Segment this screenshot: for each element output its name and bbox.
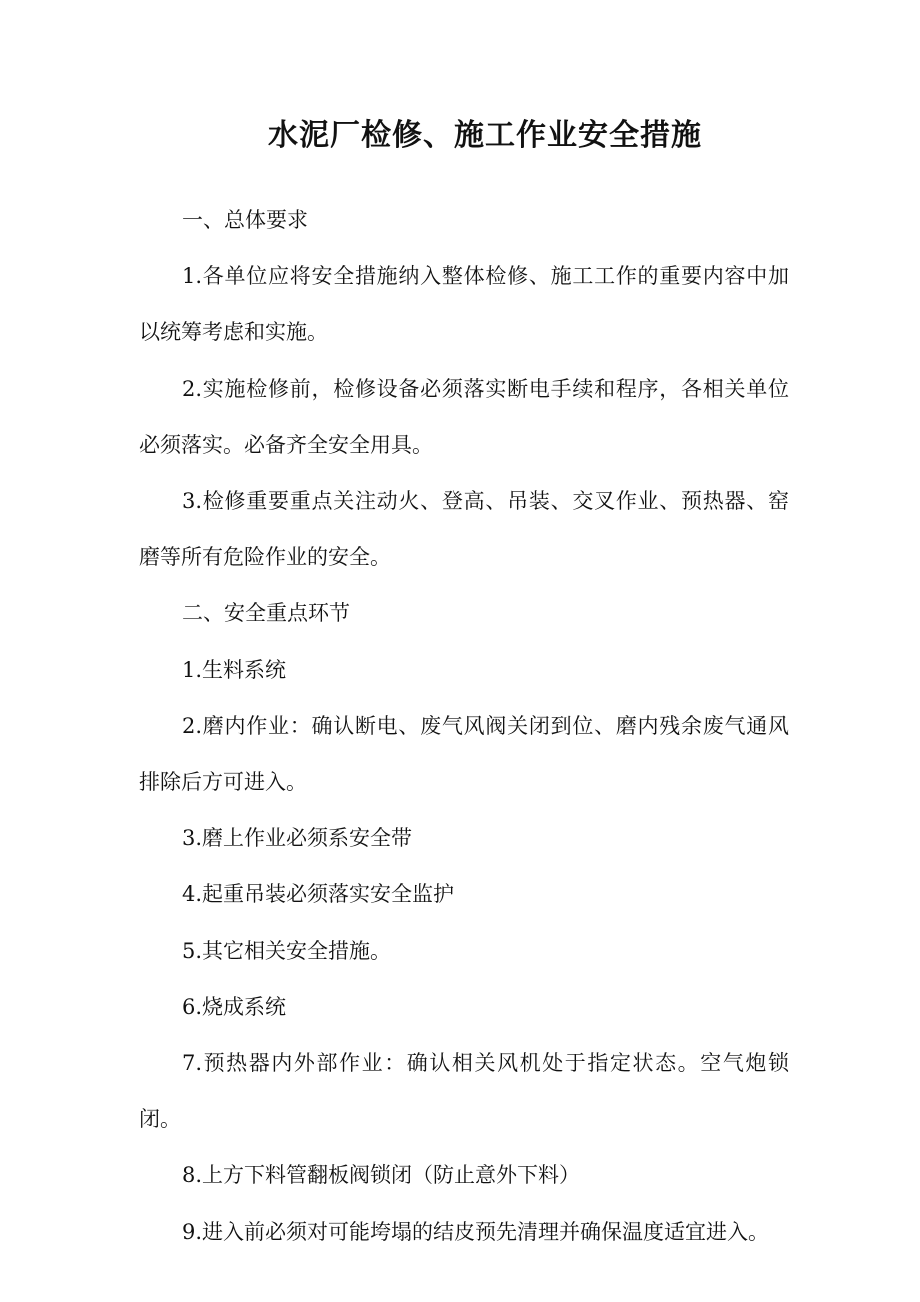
paragraph-preheater-work: 7.预热器内外部作业：确认相关风机处于指定状态。空气炮锁闭。 [139,1051,789,1132]
paragraph-mill-inside-work: 2.磨内作业：确认断电、废气风阀关闭到位、磨内残余废气通风排除后方可进入。 [139,713,789,795]
document-body [139,192,789,1260]
section-heading-key-safety-points: 二、安全重点环节 [182,601,350,626]
paragraph-pre-entry-cleanup: 9.进入前必须对可能垮塌的结皮预先清理并确保温度适宜进入。 [182,1219,770,1244]
paragraph-flap-valve-lock: 8.上方下料管翻板阀锁闭（防止意外下料） [182,1163,581,1188]
paragraph-other-measures: 5.其它相关安全措施。 [182,938,392,963]
section-heading-general-requirements: 一、总体要求 [182,208,308,232]
paragraph-item-2: 2.实施检修前，检修设备必须落实断电手续和程序，各相关单位必须落实。必备齐全安全用具。 [139,376,789,457]
paragraph-item-1: 1.各单位应将安全措施纳入整体检修、施工工作的重要内容中加以统筹考虑和实施。 [139,264,789,345]
paragraph-burning-system: 6.烧成系统 [182,994,287,1019]
paragraph-mill-top-work: 3.磨上作业必须系安全带 [182,826,413,851]
paragraph-lifting-supervision: 4.起重吊装必须落实安全监护 [182,882,455,907]
paragraph-raw-material-system: 1.生料系统 [182,657,287,682]
paragraph-item-3: 3.检修重要重点关注动火、登高、吊装、交叉作业、预热器、窑磨等所有危险作业的安全。 [139,489,789,570]
document-title: 水泥厂检修、施工作业安全措施 [268,118,702,153]
